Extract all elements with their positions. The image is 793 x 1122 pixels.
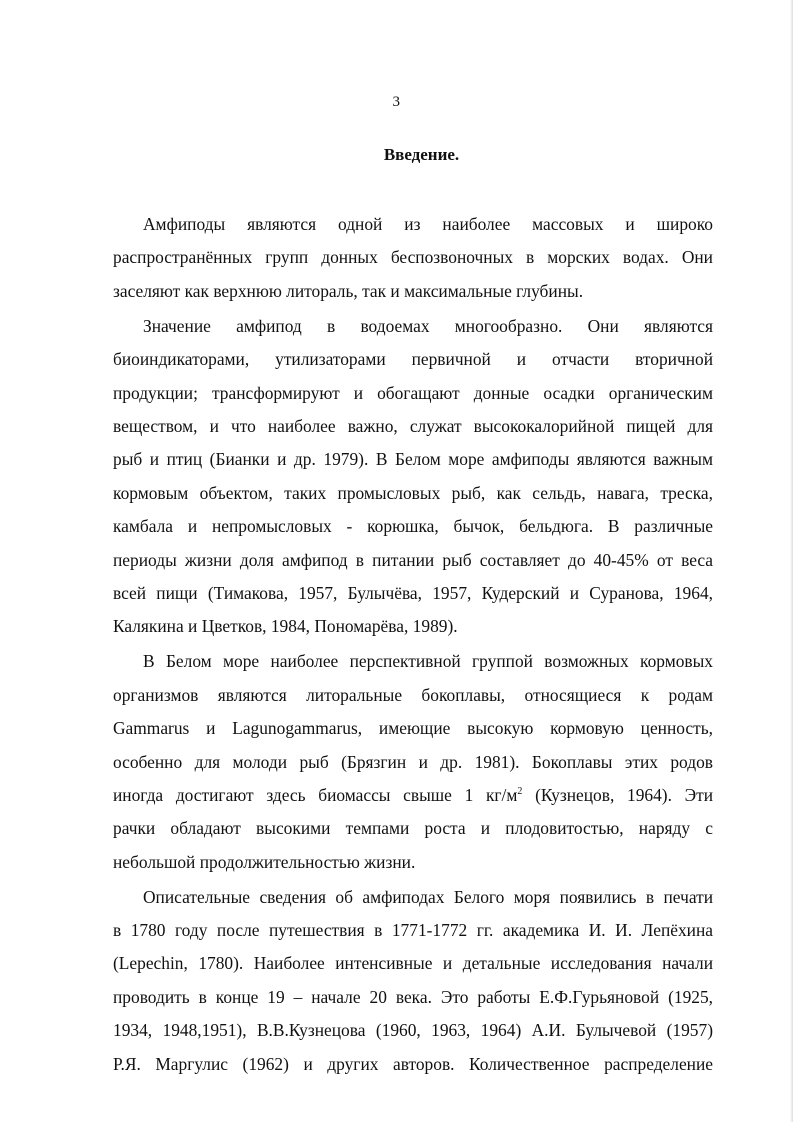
text-line: Значение амфипод в водоемах многообразно. Они являются — [143, 315, 713, 336]
page-number: 3 — [392, 94, 401, 110]
text-line: Амфиподы являются одной из наиболее массовых и широко — [143, 214, 713, 234]
text-line: продукции; трансформируют и обогащают донные осадки органическим — [113, 382, 713, 403]
text-line: небольшой продолжительностью жизни. — [113, 851, 416, 872]
text-line: Р.Я. Маргулис (1962) и других авторов. Количественное распределение — [113, 1053, 713, 1074]
text-line: камбала и непромысловых - корюшка, бычок, бельдюга. В различные — [113, 516, 713, 537]
text-line-with-superscript — [113, 779, 713, 812]
section-heading: Введение. — [383, 145, 460, 164]
text-line: веществом, и что наиболее важно, служат высококалорийной пищей для — [113, 415, 713, 436]
text-line: рыб и птиц (Бианки и др. 1979). В Белом море амфиподы являются важным — [113, 449, 713, 470]
text-line: организмов являются литоральные бокоплавы, относящиеся к родам — [113, 684, 713, 705]
text-line: (Lepechin, 1780). Наиболее интенсивные и детальные исследования начали — [113, 953, 713, 974]
paragraph-3 — [113, 645, 713, 879]
text-line: В Белом море наиболее перспективной группой возможных кормовых — [143, 651, 713, 672]
paragraph-1 — [113, 208, 713, 308]
paragraph-2 — [113, 310, 713, 644]
text-line: Калякина и Цветков, 1984, Пономарёва, 1989). — [113, 616, 458, 637]
text-line: рачки обладают высокими темпами роста и плодовитостью, наряду с — [113, 818, 713, 839]
text-line: биоиндикаторами, утилизаторами первичной и отчасти вторичной — [113, 349, 713, 370]
body-text — [113, 208, 713, 1083]
text-line: Описательные сведения об амфиподах Белого моря появились в печати — [143, 886, 713, 907]
paragraph-4 — [113, 881, 713, 1081]
text-line: всей пищи (Тимакова, 1957, Булычёва, 1957, Кудерский и Суранова, 1964, — [113, 582, 713, 603]
text-line: заселяют как верхнюю литораль, так и максимальные глубины. — [113, 280, 584, 301]
text-line: в 1780 году после путешествия в 1771-1772 гг. академика И. И. Лепёхина — [113, 920, 713, 941]
text-line: 1934, 1948,1951), В.В.Кузнецова (1960, 1963, 1964) А.И. Булычевой (1957) — [113, 1020, 713, 1041]
superscript: 2 — [517, 785, 523, 797]
text-line: кормовым объектом, таких промысловых рыб, как сельдь, навага, треска, — [113, 482, 713, 503]
text-line: распространённых групп донных беспозвоночных в морских водах. Они — [113, 247, 713, 268]
text-line: проводить в конце 19 – начале 20 века. Это работы Е.Ф.Гурьяновой (1925, — [113, 986, 713, 1007]
text-line: Gammarus и Lagunogammarus, имеющие высокую кормовую ценность, — [113, 718, 713, 739]
text-line: особенно для молоди рыб (Брязгин и др. 1981). Бокоплавы этих родов — [113, 751, 713, 772]
text-fragment: (Кузнецов, 1964). Эти — [522, 784, 713, 805]
text-fragment: иногда достигают здесь биомассы свыше 1 кг/м — [113, 784, 518, 805]
text-line: периоды жизни доля амфипод в питании рыб составляет до 40-45% от веса — [113, 549, 713, 570]
